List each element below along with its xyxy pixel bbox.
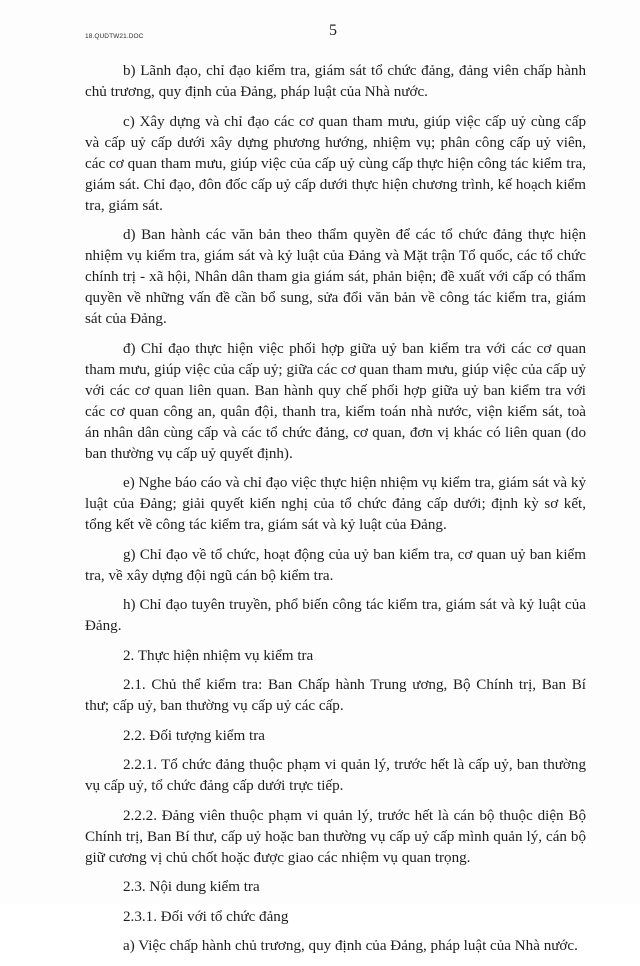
section-heading-2-3: 2.3. Nội dung kiểm tra: [123, 879, 260, 895]
paragraph-2-2-1: 2.2.1. Tổ chức đảng thuộc phạm vi quản lý, trước hết là cấp uỷ, ban thường vụ cấp uỷ, tổ chức đảng cấp dưới trực tiếp.: [85, 757, 586, 794]
paragraph-e: e) Nghe báo cáo và chỉ đạo việc thực hiện nhiệm vụ kiểm tra, giám sát và kỷ luật của Đảng; giải quyết kiến nghị của tổ chức đảng cấp dưới; định kỳ sơ kết, tổng kết về công tác kiểm tra, giám sát và kỷ luật của Đảng.: [85, 475, 586, 533]
paragraph-b: b) Lãnh đạo, chỉ đạo kiểm tra, giám sát tổ chức đảng, đảng viên chấp hành chủ trương, quy định của Đảng, pháp luật của Nhà nước.: [85, 63, 586, 100]
section-heading-2-3-1: 2.3.1. Đối với tổ chức đảng: [123, 908, 289, 925]
section-heading-2: 2. Thực hiện nhiệm vụ kiểm tra: [123, 647, 314, 664]
paragraph-d: d) Ban hành các văn bản theo thẩm quyền để các tổ chức đảng thực hiện nhiệm vụ kiểm tra, giám sát và kỷ luật của Đảng và Mặt trận Tổ quốc, các tổ chức chính trị - xã hội, Nhân dân tham gia giám sát, phản biện; đề xuất với cấp có thẩm quyền về những vấn đề cần bổ sung, sửa đổi văn bản về công tác kiểm tra, giám sát của Đảng.: [85, 227, 586, 327]
section-heading-2-2: 2.2. Đối tượng kiểm tra: [123, 727, 265, 744]
paragraph-dd: đ) Chỉ đạo thực hiện việc phối hợp giữa uỷ ban kiểm tra với các cơ quan tham mưu, giúp việc của cấp uỷ; giữa các cơ quan tham mưu, giúp việc của cấp uỷ với các cơ quan liên quan. Ban hành quy chế phối hợp giữa uỷ ban kiểm tra với các cơ quan công an, quân đội, thanh tra, kiểm toán nhà nước, viện kiểm sát, toà án nhân dân cùng cấp và các tổ chức đảng, cơ quan, đơn vị khác có liên quan (do ban thường vụ cấp uỷ quyết định).: [85, 340, 586, 462]
paragraph-2-1: 2.1. Chủ thể kiểm tra: Ban Chấp hành Trung ương, Bộ Chính trị, Ban Bí thư; cấp uỷ, ban thường vụ cấp uỷ các cấp.: [85, 677, 586, 714]
file-name-label: 18.QUDTW21.DOC: [85, 33, 144, 40]
paragraph-c: c) Xây dựng và chỉ đạo các cơ quan tham mưu, giúp việc cấp uỷ cùng cấp và cấp uỷ cấp dưới xây dựng phương hướng, nhiệm vụ; phân công cấp uỷ viên, các cơ quan tham mưu, giúp việc của cấp uỷ cùng cấp thực hiện công tác kiểm tra, giám sát. Chỉ đạo, đôn đốc cấp uỷ cấp dưới thực hiện chương trình, kế hoạch kiểm tra, giám sát.: [85, 113, 586, 214]
paragraph-h: h) Chỉ đạo tuyên truyền, phổ biến công tác kiểm tra, giám sát và kỷ luật của Đảng.: [85, 597, 586, 634]
document-body: [85, 61, 586, 966]
paragraph-g: g) Chỉ đạo về tổ chức, hoạt động của uỷ ban kiểm tra, cơ quan uỷ ban kiểm tra, về xây dựng đội ngũ cán bộ kiểm tra.: [85, 546, 586, 584]
paragraph-2-2-2: 2.2.2. Đảng viên thuộc phạm vi quản lý, trước hết là cán bộ thuộc diện Bộ Chính trị, Ban Bí thư, cấp uỷ hoặc ban thường vụ cấp uỷ cấp mình quản lý, cán bộ giữ cương vị chủ chốt hoặc được giao các nhiệm vụ quan trọng.: [85, 807, 586, 866]
page-number: 5: [329, 22, 337, 39]
paragraph-a: a) Việc chấp hành chủ trương, quy định của Đảng, pháp luật của Nhà nước.: [123, 938, 578, 954]
